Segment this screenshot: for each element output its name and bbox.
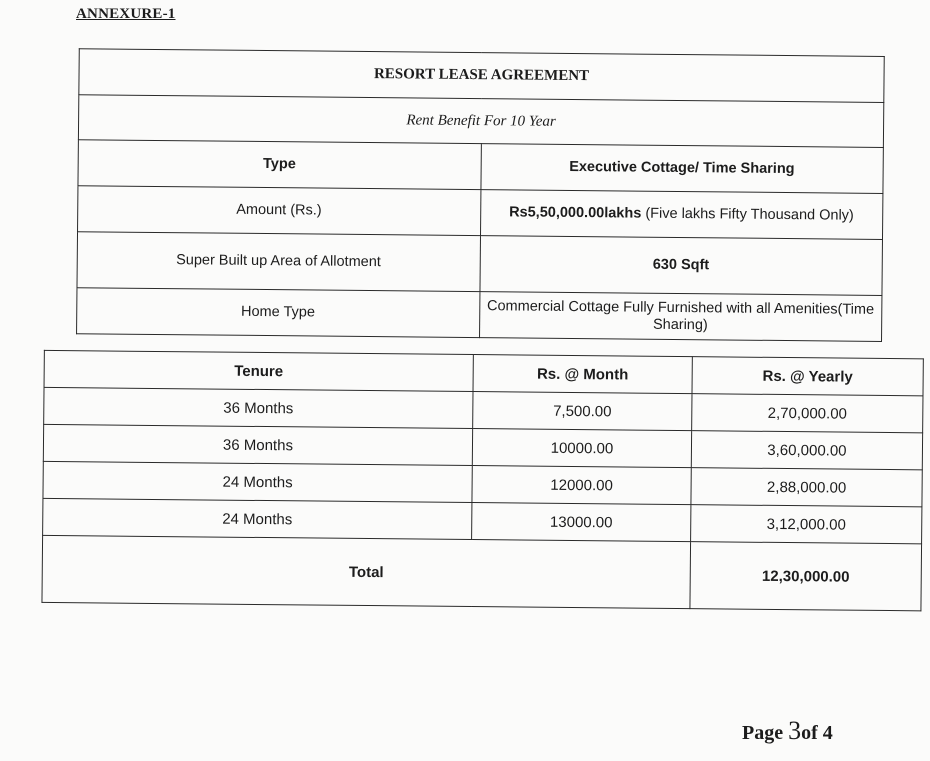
yearly-cell: 3,60,000.00 — [691, 431, 922, 470]
amount-words: (Five lakhs Fifty Thousand Only) — [641, 205, 854, 224]
yearly-cell: 2,88,000.00 — [691, 468, 922, 507]
yearly-cell: 2,70,000.00 — [692, 394, 923, 433]
area-value: 630 Sqft — [479, 236, 882, 296]
header-monthly: Rs. @ Month — [473, 355, 692, 394]
agreement-subtitle: Rent Benefit For 10 Year — [78, 95, 883, 148]
table-row — [77, 232, 883, 296]
type-label: Type — [78, 140, 481, 190]
tenure-cell: 36 Months — [44, 387, 473, 428]
monthly-cell: 7,500.00 — [473, 392, 692, 431]
home-type-value: Commercial Cottage Fully Furnished with all Amenities(Time Sharing) — [479, 292, 882, 342]
page-suffix: of 4 — [801, 722, 833, 744]
header-yearly: Rs. @ Yearly — [692, 357, 923, 396]
tenure-cell: 36 Months — [43, 424, 472, 465]
area-label: Super Built up Area of Allotment — [77, 232, 480, 292]
agreement-subtitle-row — [78, 95, 883, 148]
monthly-cell: 12000.00 — [472, 466, 691, 505]
tenure-cell: 24 Months — [43, 498, 472, 539]
page-prefix: Page — [742, 722, 789, 744]
page-number — [742, 716, 833, 746]
agreement-title-row — [79, 49, 884, 103]
agreement-title: RESORT LEASE AGREEMENT — [79, 49, 884, 103]
table-row — [78, 186, 883, 240]
type-value: Executive Cottage/ Time Sharing — [480, 144, 883, 194]
home-type-label: Home Type — [77, 288, 480, 338]
monthly-cell: 13000.00 — [472, 503, 691, 542]
annexure-title: ANNEXURE-1 — [76, 6, 176, 22]
amount-value — [480, 190, 883, 240]
rent-table — [41, 350, 923, 611]
amount-figure: Rs5,50,000.00lakhs — [509, 204, 642, 222]
monthly-cell: 10000.00 — [472, 429, 691, 468]
total-value: 12,30,000.00 — [690, 542, 922, 611]
total-label: Total — [42, 535, 691, 608]
yearly-cell: 3,12,000.00 — [691, 505, 922, 544]
table-row — [78, 140, 883, 194]
total-row — [42, 535, 922, 610]
header-tenure: Tenure — [44, 350, 473, 391]
tenure-cell: 24 Months — [43, 461, 472, 502]
amount-label: Amount (Rs.) — [78, 186, 481, 236]
table-row — [77, 288, 882, 342]
page-current: 3 — [788, 716, 802, 745]
agreement-table — [76, 48, 885, 342]
